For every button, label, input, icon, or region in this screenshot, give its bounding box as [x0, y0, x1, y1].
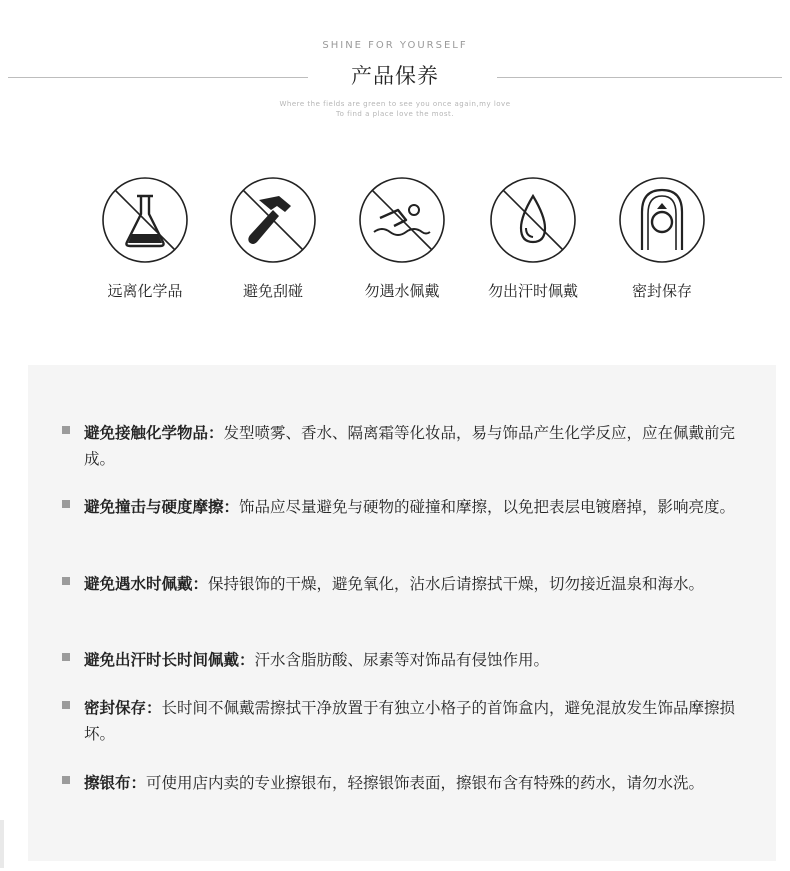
list-item-text — [84, 770, 752, 796]
care-icon-label: 勿出汗时佩戴 — [487, 282, 578, 300]
care-icon-label: 密封保存 — [631, 282, 692, 300]
care-icon-item — [80, 176, 210, 301]
list-item-text — [84, 695, 752, 747]
list-item-body: 饰品应尽量避免与硬物的碰撞和摩擦，以免把表层电镀磨掉，影响亮度。 — [239, 498, 736, 516]
care-icon-item — [337, 176, 467, 301]
list-item-text — [84, 494, 752, 520]
square-bullet-icon — [62, 500, 70, 508]
list-item-body: 保持银饰的干燥，避免氧化，沾水后请擦拭干燥，切勿接近温泉和海水。 — [208, 575, 705, 593]
flask-prohibited-icon — [101, 176, 189, 264]
square-bullet-icon — [62, 577, 70, 585]
list-item-heading: 擦银布： — [84, 774, 147, 792]
page-title: 产品保养 — [351, 64, 439, 88]
hammer-prohibited-icon — [229, 176, 317, 264]
square-bullet-icon — [62, 426, 70, 434]
list-item-heading: 避免出汗时长时间佩戴： — [84, 651, 255, 669]
list-item-heading: 避免撞击与硬度摩擦： — [84, 498, 240, 516]
list-item-heading: 避免接触化学物品： — [84, 424, 224, 442]
header-rule-right — [497, 77, 782, 78]
square-bullet-icon — [62, 776, 70, 784]
list-item-body: 汗水含脂肪酸、尿素等对饰品有侵蚀作用。 — [254, 651, 550, 669]
care-icon-label: 避免刮碰 — [242, 282, 303, 300]
square-bullet-icon — [62, 653, 70, 661]
care-icon-row — [0, 176, 790, 316]
list-item-text — [84, 420, 752, 472]
care-icon-item — [208, 176, 338, 301]
header-subtitle-line2: To find a place love the most. — [335, 110, 454, 118]
section-header — [0, 0, 790, 130]
list-item-text — [84, 571, 752, 597]
care-instructions-panel — [28, 365, 776, 861]
care-icon-label: 远离化学品 — [107, 282, 183, 300]
care-icon-item — [468, 176, 598, 301]
list-item-body: 发型喷雾、香水、隔离霜等化妆品，易与饰品产生化学反应，应在佩戴前完成。 — [84, 424, 736, 468]
left-edge-divider — [0, 820, 4, 868]
header-subtitle-line1: Where the fields are green to see you once again,my love — [279, 100, 511, 108]
swimmer-prohibited-icon — [358, 176, 446, 264]
care-icon-label: 勿遇水佩戴 — [364, 282, 440, 300]
care-icon-item — [597, 176, 727, 301]
list-item-heading: 密封保存： — [84, 699, 162, 717]
square-bullet-icon — [62, 701, 70, 709]
header-kicker: SHINE FOR YOURSELF — [322, 40, 468, 51]
list-item-text — [84, 647, 752, 673]
list-item-heading: 避免遇水时佩戴： — [84, 575, 209, 593]
list-item-body: 长时间不佩戴需擦拭干净放置于有独立小格子的首饰盒内，避免混放发生饰品摩擦损坏。 — [84, 699, 736, 743]
ring-sealed-icon — [618, 176, 706, 264]
sweat-drop-prohibited-icon — [489, 176, 577, 264]
list-item-body: 可使用店内卖的专业擦银布，轻擦银饰表面，擦银布含有特殊的药水，请勿水洗。 — [146, 774, 705, 792]
